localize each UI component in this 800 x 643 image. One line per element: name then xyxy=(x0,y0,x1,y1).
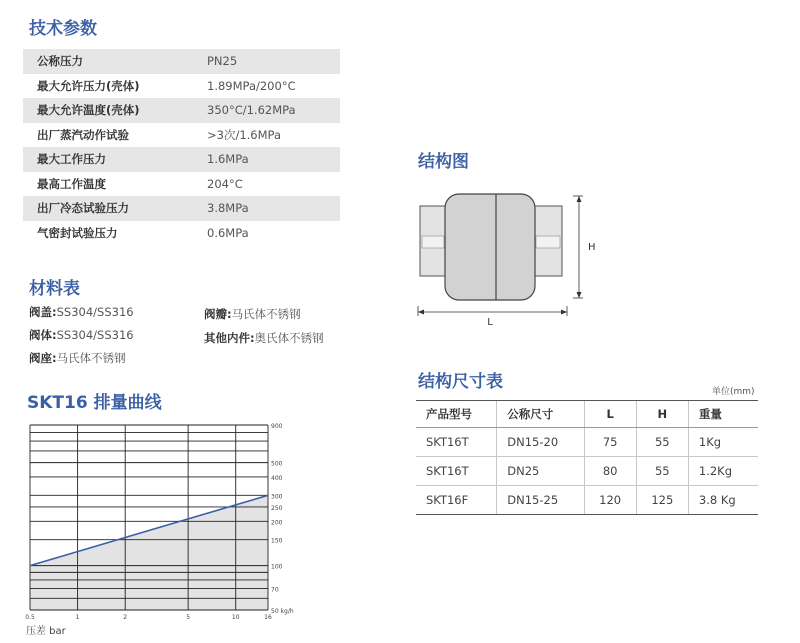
right-bore xyxy=(536,236,560,248)
table-cell: 55 xyxy=(636,457,688,486)
spec-value: 350°C/1.62MPa xyxy=(207,103,296,118)
valve-body xyxy=(420,194,562,300)
column-header: 产品型号 xyxy=(416,401,497,428)
discharge-curve-chart xyxy=(0,418,340,643)
label-h: H xyxy=(588,242,596,253)
material-item xyxy=(29,304,134,320)
dims-title: 结构尺寸表 xyxy=(418,372,503,392)
material-value: SS304/SS316 xyxy=(56,305,134,319)
table-cell: 1Kg xyxy=(688,428,758,457)
table-cell: DN15-25 xyxy=(497,486,584,515)
spec-value: 0.6MPa xyxy=(207,225,249,240)
spec-key: 最大工作压力 xyxy=(37,152,106,167)
spec-key: 气密封试验压力 xyxy=(37,225,118,240)
material-value: 马氏体不锈钢 xyxy=(231,307,301,321)
spec-value: >3次/1.6MPa xyxy=(207,127,282,142)
spec-value: PN25 xyxy=(207,54,238,69)
spec-key: 最大允许温度(壳体) xyxy=(37,103,140,118)
spec-key: 出厂蒸汽动作试验 xyxy=(37,127,129,142)
spec-row xyxy=(23,123,340,148)
y-tick-label: 300 xyxy=(271,493,283,501)
column-header: 公称尺寸 xyxy=(497,401,584,428)
table-cell: DN25 xyxy=(497,457,584,486)
label-l: L xyxy=(487,317,493,326)
structure-drawing xyxy=(410,186,600,326)
dimension-h xyxy=(573,196,583,298)
material-item xyxy=(29,350,126,366)
x-tick-label: 2 xyxy=(123,614,128,621)
unit-label: 单位(mm) xyxy=(712,387,755,397)
y-tick-label: 400 xyxy=(271,474,283,482)
y-tick-label: 900 xyxy=(271,423,283,430)
structure-title: 结构图 xyxy=(418,152,469,172)
table-cell: 120 xyxy=(584,486,636,515)
spec-key: 最大允许压力(壳体) xyxy=(37,78,140,93)
table-cell: SKT16F xyxy=(416,486,497,515)
table-row xyxy=(416,428,758,457)
table-cell: 75 xyxy=(584,428,636,457)
table-cell: 55 xyxy=(636,428,688,457)
y-tick-label: 150 xyxy=(271,537,283,545)
material-item xyxy=(204,306,301,322)
material-key: 阀座: xyxy=(29,351,57,365)
y-tick-label: 70 xyxy=(271,586,279,594)
material-item xyxy=(29,327,134,343)
y-tick-label: 250 xyxy=(271,504,283,512)
table-cell: SKT16T xyxy=(416,457,497,486)
spec-row xyxy=(23,147,340,172)
spec-key: 公称压力 xyxy=(37,54,83,69)
spec-row xyxy=(23,172,340,197)
column-header: L xyxy=(584,401,636,428)
table-cell: DN15-20 xyxy=(497,428,584,457)
table-cell: 125 xyxy=(636,486,688,515)
material-value: 马氏体不锈钢 xyxy=(56,351,126,365)
spec-value: 204°C xyxy=(207,176,243,191)
y-tick-label: 200 xyxy=(271,519,283,527)
dimension-l xyxy=(418,306,567,316)
column-header: 重量 xyxy=(688,401,758,428)
table-row xyxy=(416,486,758,515)
dimension-table xyxy=(416,400,758,515)
spec-row xyxy=(23,49,340,74)
x-tick-label: 5 xyxy=(186,614,191,621)
curve-title: SKT16 排量曲线 xyxy=(27,393,162,413)
table-row xyxy=(416,457,758,486)
materials-title: 材料表 xyxy=(29,279,80,299)
column-header: H xyxy=(636,401,688,428)
table-header-row xyxy=(416,401,758,428)
spec-value: 1.89MPa/200°C xyxy=(207,78,296,93)
y-tick-label: 500 xyxy=(271,460,283,468)
material-key: 阀瓣: xyxy=(204,307,232,321)
curve-area xyxy=(30,495,268,610)
x-tick-label: 1 xyxy=(75,614,80,621)
x-tick-label: 10 xyxy=(231,614,240,621)
material-key: 阀体: xyxy=(29,328,57,342)
material-value: 奥氏体不锈钢 xyxy=(254,331,324,345)
x-tick-label: 0.5 xyxy=(25,614,35,621)
y-tick-label: 50 kg/h xyxy=(271,608,294,615)
spec-row xyxy=(23,98,340,123)
table-cell: 80 xyxy=(584,457,636,486)
spec-value: 1.6MPa xyxy=(207,152,249,167)
valve-center-body xyxy=(445,194,535,300)
spec-row xyxy=(23,221,340,246)
left-bore xyxy=(422,236,444,248)
spec-key: 出厂冷态试验压力 xyxy=(37,201,129,216)
spec-title: 技术参数 xyxy=(29,19,97,39)
material-item xyxy=(204,330,324,346)
x-tick-label: 16 xyxy=(264,614,272,621)
spec-row xyxy=(23,196,340,221)
spec-row xyxy=(23,74,340,99)
y-tick-label: 100 xyxy=(271,563,283,571)
table-cell: 1.2Kg xyxy=(688,457,758,486)
table-cell: SKT16T xyxy=(416,428,497,457)
x-axis-caption: 压差 bar xyxy=(26,626,66,637)
table-cell: 3.8 Kg xyxy=(688,486,758,515)
spec-value: 3.8MPa xyxy=(207,201,249,216)
material-key: 阀盖: xyxy=(29,305,57,319)
material-key: 其他内件: xyxy=(204,331,255,345)
spec-key: 最高工作温度 xyxy=(37,176,106,191)
material-value: SS304/SS316 xyxy=(56,328,134,342)
spec-table xyxy=(23,49,340,245)
